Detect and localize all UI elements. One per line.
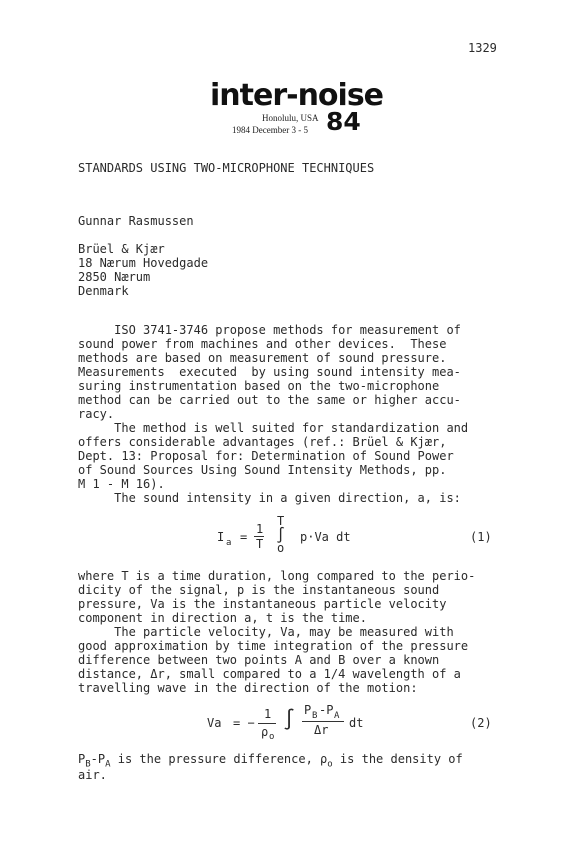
logo-wordmark: inter-noise — [210, 78, 384, 113]
pb-symbol: P — [78, 752, 86, 766]
author-name: Gunnar Rasmussen — [78, 214, 194, 228]
text-line: method can be carried out to the same or higher accu- — [78, 393, 461, 407]
address-line: Denmark — [78, 284, 129, 298]
pb-sub: B — [85, 759, 91, 770]
page-number: 1329 — [468, 41, 497, 55]
eq2-int-sign: ∫ — [283, 707, 296, 731]
text-line: offers considerable advantages (ref.: Brüel & Kjær, — [78, 435, 447, 449]
eq2-number: (2) — [470, 716, 492, 730]
text-line: racy. — [78, 407, 115, 421]
eq2-lhs: Va — [207, 716, 222, 730]
eq1-equals: = — [240, 530, 248, 544]
eq1-number: (1) — [470, 530, 492, 544]
eq1-int-upper: T — [277, 514, 285, 528]
eq2-dt: dt — [349, 716, 364, 730]
address-line: Brüel & Kjær — [78, 242, 165, 256]
text-line: of Sound Sources Using Sound Intensity Methods, pp. — [78, 463, 447, 477]
text-line: dicity of the signal, p is the instantaneous sound — [78, 583, 440, 597]
text-line: where T is a time duration, long compared to the perio- — [78, 569, 476, 583]
eq2-den: Δr — [314, 723, 329, 737]
eq2-frac-den: ρ — [261, 725, 269, 739]
address-line: 2850 Nærum — [78, 270, 151, 284]
rho-sub: o — [327, 759, 333, 770]
text-line: pressure, Va is the instantaneous particle velocity — [78, 597, 447, 611]
eq1-int-sign: ∫ — [276, 526, 286, 544]
eq2-main-bar — [302, 721, 344, 722]
eq2-num-pb: P — [304, 703, 312, 717]
eq2-num-pb-sub: B — [312, 711, 318, 721]
logo-location: Honolulu, USA — [262, 113, 319, 123]
text-line: component in direction a, t is the time. — [78, 611, 367, 625]
text-line: M 1 - M 16). — [78, 477, 165, 491]
eq1-lhs-sub: a — [226, 538, 232, 548]
eq2-equals: = − — [233, 716, 255, 730]
eq2-num-minus: -P — [319, 703, 334, 717]
text-line: Measurements executed by using sound intensity mea- — [78, 365, 461, 379]
text-line: suring instrumentation based on the two-microphone — [78, 379, 440, 393]
address-line: 18 Nærum Hovedgade — [78, 256, 209, 270]
text-line: Dept. 13: Proposal for: Determination of Sound Power — [78, 449, 454, 463]
eq2-frac-den-sub: o — [269, 732, 275, 742]
eq1-integrand: p·Va dt — [300, 530, 351, 544]
text-line: sound power from machines and other devices. These — [78, 337, 447, 351]
text-line: good approximation by time integration of the pressure — [78, 639, 469, 653]
logo-year: 84 — [326, 107, 361, 136]
text-line: air. — [78, 768, 107, 782]
paper-title: STANDARDS USING TWO-MICROPHONE TECHNIQUES — [78, 161, 375, 175]
eq1-lhs: I — [217, 530, 225, 544]
text-line: distance, Δr, small compared to a 1/4 wavelength of a — [78, 667, 461, 681]
text-line: The sound intensity in a given direction, a, is: — [78, 491, 461, 505]
eq1-int-lower: o — [277, 541, 285, 555]
eq2-frac-num: 1 — [264, 707, 272, 721]
text-line: travelling wave in the direction of the motion: — [78, 681, 418, 695]
text-span: is the pressure difference, ρ — [110, 752, 328, 766]
text-line: ISO 3741-3746 propose methods for measurement of — [78, 323, 461, 337]
minus-pa-symbol: -P — [90, 752, 106, 766]
eq1-frac-num: 1 — [256, 522, 264, 536]
eq2-num-pa-sub: A — [334, 711, 340, 721]
text-line: methods are based on measurement of sound pressure. — [78, 351, 447, 365]
text-span: is the density of — [332, 752, 463, 766]
text-line — [78, 752, 463, 771]
logo-dates: 1984 December 3 - 5 — [232, 125, 308, 135]
eq1-frac-den: T — [256, 537, 264, 551]
text-line: The method is well suited for standardization and — [78, 421, 469, 435]
pa-sub: A — [105, 759, 111, 770]
text-line: difference between two points A and B over a known — [78, 653, 440, 667]
text-line: The particle velocity, Va, may be measured with — [78, 625, 454, 639]
eq2-frac-bar — [258, 723, 276, 724]
